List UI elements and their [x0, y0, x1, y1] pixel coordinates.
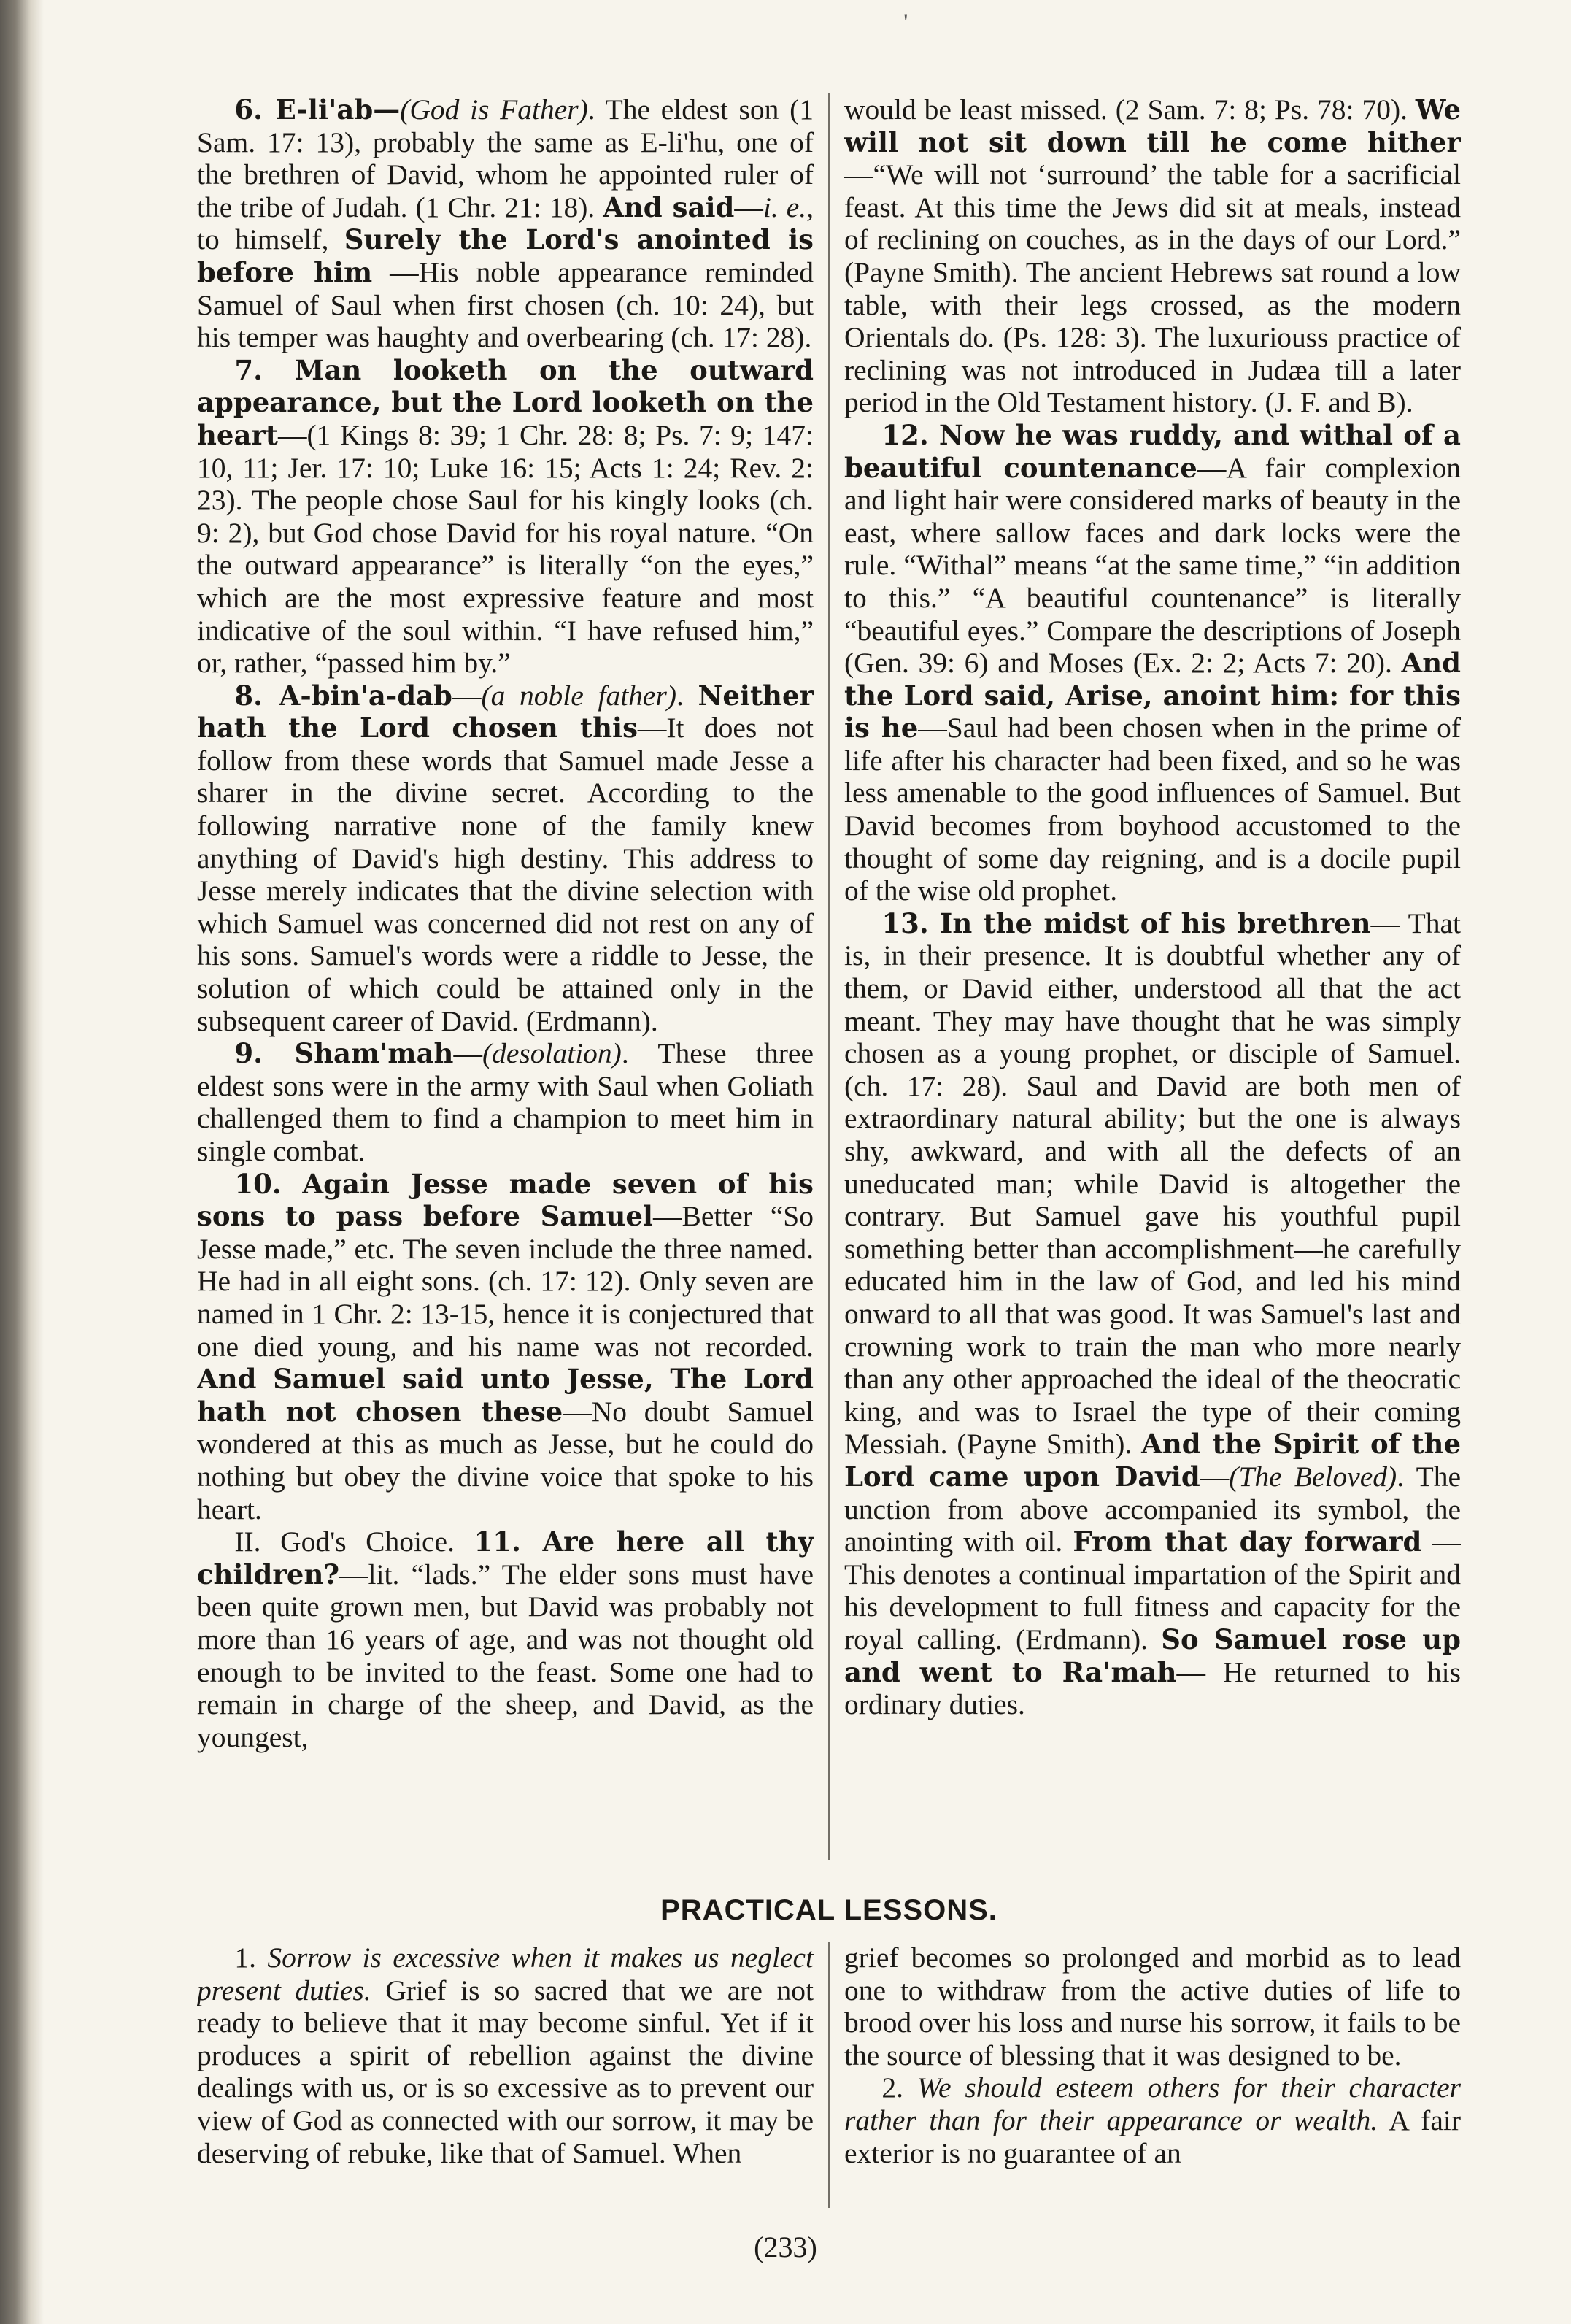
text-run: —lit. “lads.” The elder sons must have been quite grown men, but David was probably not more than 16 years of age, and was not thought old enough to be invited to the feast. Some one had to remain in charge of the sheep, and David, as the youngest, — [197, 1558, 814, 1753]
bold-phrase: We will not sit down till he come hither — [844, 93, 1461, 158]
text-run: Grief is so sacred that we are not ready to believe that it may become sinful. Yet if it produces a spirit of rebellion against the divine dealings with us, or is so excessive as to prevent our view of God as connected with our sorrow, it may be deserving of rebuke, like that of Samuel. When — [197, 1974, 814, 2169]
bold-phrase: 8. A-bin'a-dab — [234, 679, 452, 712]
text-run: II. God's Choice. — [234, 1525, 474, 1558]
text-run: . These three eldest sons were in the army with Saul when Goliath challenged them to find a champion to meet him in single combat. — [197, 1037, 814, 1167]
right-column — [844, 93, 1461, 1860]
bold-phrase: 9. Sham'mah — [234, 1037, 454, 1070]
italic-phrase: Sorrow is excessive when it makes us neglect present duties. — [197, 1942, 814, 2006]
print-mark: ' — [903, 8, 908, 37]
text-run: — — [734, 191, 763, 223]
bold-phrase: 6. E-li'ab— — [234, 93, 401, 126]
italic-phrase: (The Beloved) — [1229, 1460, 1397, 1493]
text-run: —Saul had been chosen when in the prime of life after his character had been fixed, and so he was less amenable to the good influences of Samuel. But David becomes from boyhood accustomed to the thought of some day reigning, and is a docile pupil of the wise old prophet. — [844, 712, 1461, 907]
bold-phrase: 7. Man looketh on the outward appearance, but the Lord looketh on the heart — [197, 353, 814, 451]
lessons-column-divider — [828, 1942, 830, 2208]
text-run: . The unction from above accompanied its symbol, the anointing with oil. — [844, 1460, 1461, 1558]
text-run: —Better “So Jesse made,” etc. The seven include the three named. He had in all eight sons. (ch. 17: 12). Only seven are named in 1 Chr. 2: 13-15, hence it is conjectured that one died young, and his name was not recorded. — [197, 1200, 814, 1363]
text-run: 2. — [881, 2071, 917, 2104]
text-run: —It does not follow from these words that Samuel made Jesse a sharer in the divine secret. According to the following narrative none of the family knew anything of David's high destiny. This address to Jesse merely indicates that the divine selection with which Samuel was concerned did not rest on any of his sons. Samuel's words were a riddle to Jesse, the solution of which could be attained only in the subsequent career of David. (Erdmann). — [197, 712, 814, 1037]
lesson-paragraph — [197, 1942, 814, 2169]
italic-phrase: (God is Father) — [400, 93, 588, 126]
text-run: , to himself, — [197, 191, 814, 256]
paragraph — [844, 907, 1461, 1721]
bold-phrase: Neither hath the Lord chosen this — [197, 679, 814, 744]
text-run: . The eldest son (1 Sam. 17: 13), probably the same as E-li'hu, one of the brethren of David, whom he appointed ruler of the tribe of Judah. (1 Chr. 21: 18). — [197, 93, 814, 223]
paragraph — [197, 1525, 814, 1753]
text-run: 1. — [234, 1942, 268, 1974]
text-run: —“We will not ‘surround’ the table for a sacrificial feast. At this time the Jews did sit at meals, instead of reclining on couches, as in the days of our Lord.” (Payne Smith). The ancient Hebrews sat round a low table, with their legs crossed, as the modern Orientals do. (Ps. 128: 3). The luxuriouss practice of reclining was not introduced in Judæa till a later period in the Old Testament history. (J. F. and B). — [844, 158, 1461, 419]
page-number: (233) — [754, 2231, 817, 2263]
text-run: —A fair complexion and light hair were considered marks of beauty in the east, where sallow faces and dark locks were the rule. “Withal” means “at the same time,” “in addition to this.” “A beautiful countenance” is literally “beautiful eyes.” Compare the descriptions of Joseph (Gen. 39: 6) and Moses (Ex. 2: 2; Acts 7: 20). — [844, 451, 1461, 680]
italic-phrase: i. e. — [763, 191, 807, 223]
bold-phrase: Surely the Lord's anointed is before him — [197, 223, 814, 288]
text-run: — He returned to his ordinary duties. — [844, 1655, 1461, 1721]
bold-phrase: 11. Are here all thy children? — [197, 1525, 814, 1590]
italic-phrase: (a noble father) — [481, 679, 676, 712]
paragraph — [197, 93, 814, 354]
paragraph — [197, 680, 814, 1038]
book-binding-shadow — [0, 0, 44, 2324]
lessons-right-column — [844, 1942, 1461, 2208]
italic-phrase: (desolation) — [482, 1037, 622, 1070]
text-run: . — [676, 679, 698, 712]
bold-phrase: 10. Again Jesse made seven of his sons to pass before Samuel — [197, 1167, 814, 1233]
section-heading: PRACTICAL LESSONS. — [660, 1894, 997, 1926]
paragraph — [197, 354, 814, 680]
paragraph — [844, 93, 1461, 419]
text-run: — — [453, 1037, 482, 1070]
paragraph — [197, 1037, 814, 1167]
bold-phrase: So Samuel rose up and went to Ra'mah — [844, 1623, 1461, 1688]
paragraph — [844, 419, 1461, 907]
italic-phrase: We should esteem others for their character rather than for their appearance or wealth. — [844, 2071, 1461, 2136]
bold-phrase: From that day forward — [1073, 1525, 1422, 1558]
text-run: A fair exterior is no guarantee of an — [844, 2104, 1461, 2169]
bold-phrase: And said — [603, 191, 735, 223]
paragraph — [844, 1942, 1461, 2071]
lessons-left-column — [197, 1942, 814, 2208]
paragraph — [844, 2071, 1461, 2169]
paragraph — [197, 1168, 814, 1526]
bold-phrase: 12. Now he was ruddy, and withal of a beautiful countenance — [844, 418, 1461, 484]
text-run: — — [1200, 1460, 1230, 1493]
text-run: —(1 Kings 8: 39; 1 Chr. 28: 8; Ps. 7: 9; 147: 10, 11; Jer. 17: 10; Luke 16: 15; Acts 1: 24; Rev. 2: 23). The people chose Saul for his kingly looks (ch. 9: 2), but God chose David for his royal nature. “On the outward appearance” is literally “on the eyes,” which are the most expressive feature and most indicative of the soul within. “I have refused him,” or, rather, “passed him by.” — [197, 418, 814, 680]
bold-phrase: And the Spirit of the Lord came upon David — [844, 1428, 1461, 1493]
text-run: —His noble appearance reminded Samuel of Saul when first chosen (ch. 10: 24), but his temper was haughty and overbearing (ch. 17: 28). — [197, 255, 814, 354]
bold-phrase: And the Lord said, Arise, anoint him: for this is he — [844, 647, 1461, 744]
text-run: —No doubt Samuel wondered at this as much as Jesse, but he could do nothing but obey the divine voice that spoke to his heart. — [197, 1395, 814, 1525]
text-run: — — [452, 679, 482, 712]
column-divider — [828, 93, 830, 1860]
bold-phrase: And Samuel said unto Jesse, The Lord hath not chosen these — [197, 1363, 814, 1428]
text-run: would be least missed. (2 Sam. 7: 8; Ps. 78: 70). — [844, 93, 1416, 126]
bold-phrase: 13. In the midst of his brethren — [881, 907, 1371, 939]
text-run: —This denotes a continual impartation of the Spirit and his development to full fitness and capacity for the royal calling. (Erdmann). — [844, 1525, 1461, 1655]
text-run: — That is, in their presence. It is doubtful whether any of them, or David either, understood all that the act meant. They may have thought that he was simply chosen as a young prophet, or disciple of Samuel. (ch. 17: 28). Saul and David are both men of extraordinary natural ability; but the one is always shy, awkward, and with all the defects of an uneducated man; while David is altogether the contrary. But Samuel gave his youthful pupil something better than accomplishment—he carefully educated him in the law of God, and led his mind onward to all that was good. It was Samuel's last and crowning work to train the man who more nearly than any other approached the ideal of the theocratic king, and was to Israel the type of their coming Messiah. (Payne Smith). — [844, 907, 1461, 1461]
text-run: grief becomes so prolonged and morbid as to lead one to withdraw from the active duties of life to brood over his loss and nurse his sorrow, it fails to be the source of blessing that it was designed to be. — [844, 1942, 1461, 2071]
left-column — [197, 93, 814, 1860]
